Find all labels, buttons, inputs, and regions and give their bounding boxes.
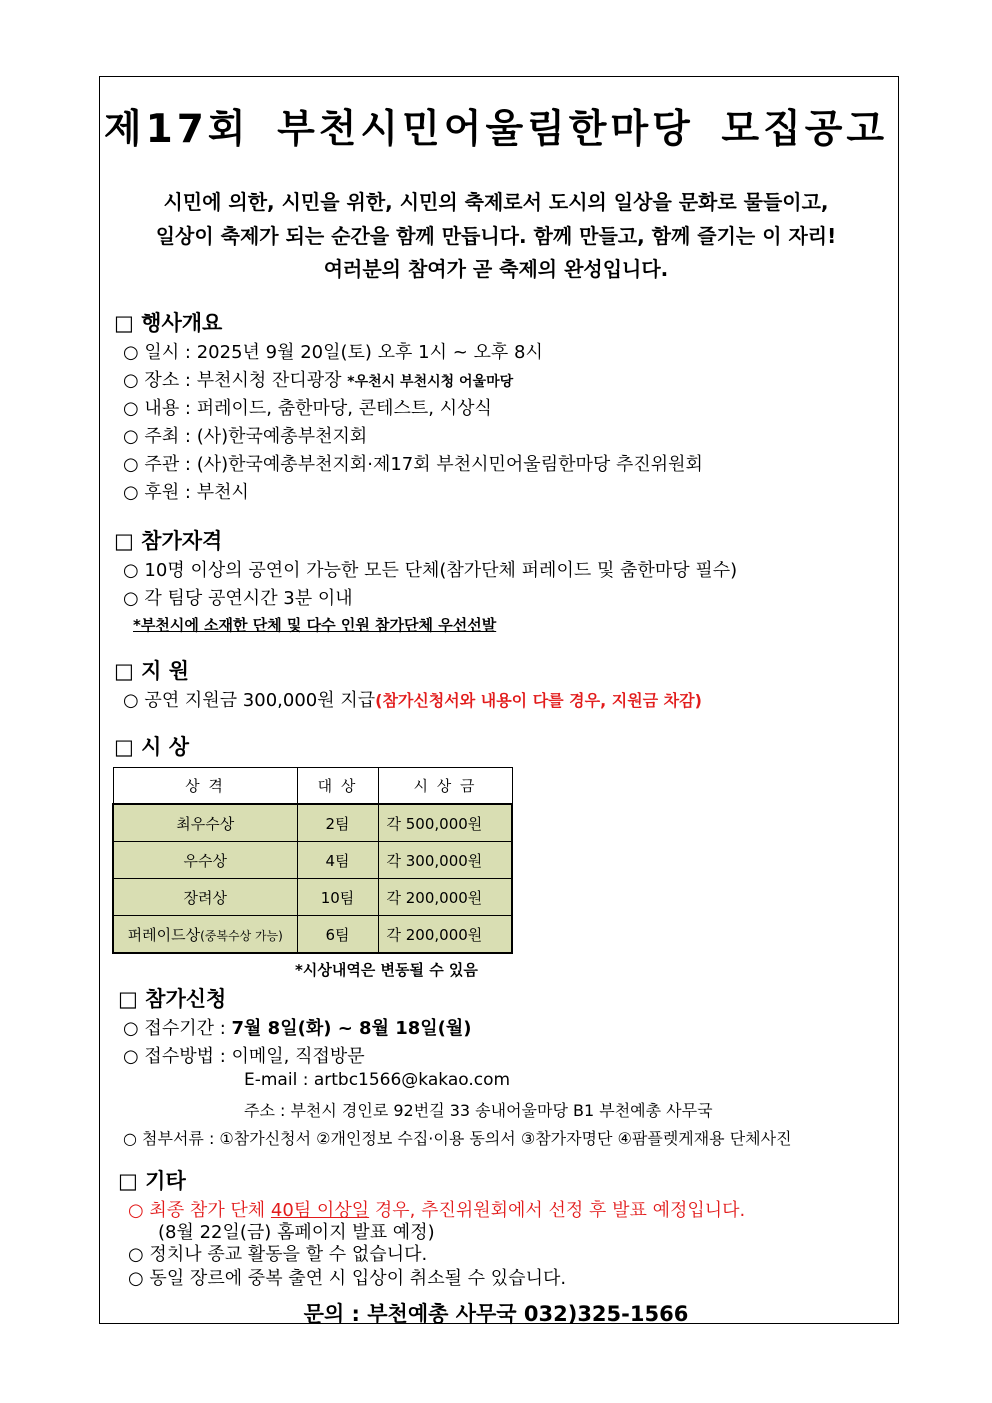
support-item-warning: (참가신청서와 내용이 다를 경우, 지원금 차감) <box>375 691 702 710</box>
award-name: 최우수상 <box>113 804 297 842</box>
awards-note: *시상내역은 변동될 수 있음 <box>295 961 478 979</box>
awards-heading: □ 시 상 <box>114 735 190 759</box>
support-item-text: ○ 공연 지원금 300,000원 지급 <box>123 690 376 711</box>
awards-header-target: 대 상 <box>297 768 378 805</box>
application-address: 주소 : 부천시 경인로 92번길 33 송내어울마당 B1 부천예총 사무국 <box>244 1101 713 1120</box>
intro-line-3: 여러분의 참여가 곧 축제의 완성입니다. <box>323 257 669 281</box>
contact-info: 문의 : 부천예총 사무국 032)325-1566 <box>303 1302 689 1326</box>
application-documents: ○ 첨부서류 : ①참가신청서 ②개인정보 수집·이용 동의서 ③참가자명단 ④팜플렛게재용 단체사진 <box>123 1129 792 1148</box>
table-row <box>113 916 512 954</box>
overview-place <box>123 366 513 392</box>
etc-heading: □ 기타 <box>118 1169 186 1193</box>
eligibility-note: *부천시에 소재한 단체 및 다수 인원 참가단체 우선선발 <box>133 616 497 634</box>
page-title: 제17회 부천시민어울림한마당 모집공고 <box>103 107 889 152</box>
intro-line-2: 일상이 축제가 되는 순간을 함께 만듭니다. 함께 만들고, 함께 즐기는 이 자리! <box>155 224 837 248</box>
awards-table <box>112 767 513 954</box>
award-count: 6팀 <box>297 916 378 954</box>
eligibility-item-2: ○ 각 팀당 공연시간 3분 이내 <box>123 588 353 609</box>
overview-place-text: ○ 장소 : 부천시청 잔디광장 <box>123 370 342 391</box>
overview-host: ○ 주최 : (사)한국예총부천지회 <box>123 426 368 447</box>
overview-organizer: ○ 주관 : (사)한국예총부천지회·제17회 부천시민어울림한마당 추진위원회 <box>123 454 703 475</box>
award-name: 장려상 <box>113 879 297 916</box>
overview-sponsor: ○ 후원 : 부천시 <box>123 482 249 503</box>
award-name: 우수상 <box>113 842 297 879</box>
table-row <box>113 879 512 916</box>
application-period-value: 7월 8일(화) ~ 8월 18일(월) <box>231 1018 472 1039</box>
application-heading: □ 참가신청 <box>118 987 227 1011</box>
table-row <box>113 804 512 842</box>
etc-item-1-highlight: 40팀 이상일 <box>270 1200 370 1221</box>
etc-item-1-b: 경우, 추진위원회에서 선정 후 발표 예정입니다. <box>369 1200 746 1221</box>
overview-date: ○ 일시 : 2025년 9월 20일(토) 오후 1시 ~ 오후 8시 <box>123 342 543 363</box>
etc-item-1-sub: (8월 22일(금) 홈페이지 발표 예정) <box>158 1222 435 1243</box>
award-name: 퍼레이드상 <box>127 925 201 944</box>
overview-heading: □ 행사개요 <box>114 311 223 335</box>
overview-content: ○ 내용 : 퍼레이드, 춤한마당, 콘테스트, 시상식 <box>123 398 492 419</box>
support-item <box>123 686 702 712</box>
award-count: 2팀 <box>297 804 378 842</box>
etc-item-3: ○ 동일 장르에 중복 출연 시 입상이 취소될 수 있습니다. <box>128 1268 567 1289</box>
award-amount: 각 200,000원 <box>378 879 512 916</box>
intro-line-1: 시민에 의한, 시민을 위한, 시민의 축제로서 도시의 일상을 문화로 물들이고, <box>163 190 829 214</box>
award-amount: 각 200,000원 <box>378 916 512 954</box>
eligibility-item-1: ○ 10명 이상의 공연이 가능한 모든 단체(참가단체 퍼레이드 및 춤한마당 필수) <box>123 560 738 581</box>
award-name-note: (중복수상 가능) <box>200 928 283 943</box>
support-heading: □ 지 원 <box>114 659 190 683</box>
award-count: 4팀 <box>297 842 378 879</box>
awards-header-row <box>113 768 512 805</box>
award-amount: 각 500,000원 <box>378 804 512 842</box>
etc-item-2: ○ 정치나 종교 활동을 할 수 없습니다. <box>128 1244 428 1265</box>
overview-place-note: *우천시 부천시청 어울마당 <box>347 374 514 390</box>
application-period-label: ○ 접수기간 : <box>123 1018 232 1039</box>
application-period <box>123 1014 472 1040</box>
etc-item-1-a: ○ 최종 참가 단체 <box>128 1200 271 1221</box>
award-name-cell <box>113 916 297 954</box>
table-row <box>113 842 512 879</box>
eligibility-heading: □ 참가자격 <box>114 529 223 553</box>
application-email: E-mail : artbc1566@kakao.com <box>244 1070 511 1090</box>
award-amount: 각 300,000원 <box>378 842 512 879</box>
awards-header-prize: 시 상 금 <box>378 768 512 805</box>
application-method: ○ 접수방법 : 이메일, 직접방문 <box>123 1046 365 1067</box>
award-count: 10팀 <box>297 879 378 916</box>
awards-header-grade: 상 격 <box>113 768 297 805</box>
